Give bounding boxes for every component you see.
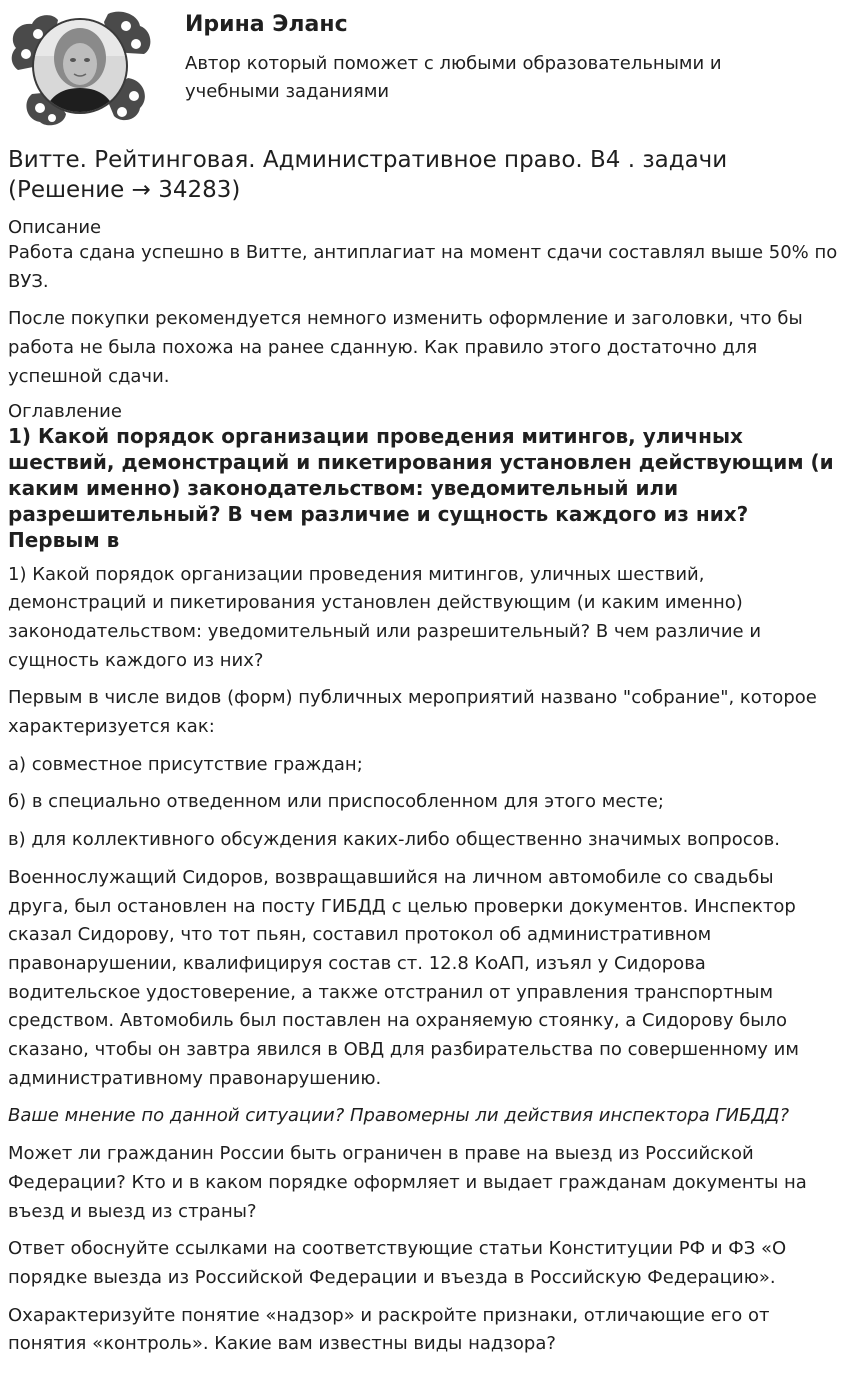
document-content [8,145,839,1368]
author-header [0,0,847,140]
author-name: Ирина Эланс [185,12,348,37]
body-paragraph: б) в специально отведенном или приспособленном для этого месте; [8,791,664,813]
body-paragraph: Охарактеризуйте понятие «надзор» и раскройте признаки, отличающие его от понятия «контроль». Какие вам известны виды надзора? [8,1304,770,1355]
body-paragraph: Может ли гражданин России быть ограничен в праве на выезд из Российской Федерации? Кто и в каком порядке оформляет и выдает гражданам документы на въезд и выезд из страны? [8,1143,807,1222]
body-paragraph: в) для коллективного обсуждения каких-либо общественно значимых вопросов. [8,829,780,851]
toc-label: Оглавление [8,400,122,422]
description-label: Описание [8,217,102,238]
avatar-image [8,8,152,126]
author-avatar [8,8,152,126]
toc-heading: 1) Какой порядок организации проведения митингов, уличных шествий, демонстраций и пикетирования установлен действующим (и каким именно) законодательством: уведомительный или разрешительный? В чем различие и сущность каждого из них? Первым в [8,423,834,552]
body-paragraph: 1) Какой порядок организации проведения митингов, уличных шествий, демонстраций и пикетирования установлен действующим (и каким именно) законодательством: уведомительный или разрешительный? В чем различие и сущность каждого из них? [8,563,762,671]
body-paragraph: а) совместное присутствие граждан; [8,753,363,775]
body-paragraph: Ответ обоснуйте ссылками на соответствующие статьи Конституции РФ и ФЗ «О порядке выезда из Российской Федерации и въезда в Российскую Федерацию». [8,1238,787,1288]
author-description: Автор который поможет с любыми образовательными и учебными заданиями [185,53,722,102]
body-paragraph: Военнослужащий Сидоров, возвращавшийся на личном автомобиле со свадьбы друга, был остановлен на посту ГИБДД с целью проверки документов. Инспектор сказал Сидорову, что тот пьян, составил протокол об административном правонарушении, квалифицируя состав ст. 12.8 КоАП, изъял у Сидорова водительское удостоверение, а также отстранил от управления транспортным средством. Автомобиль был поставлен на охраняемую стоянку, а Сидорову было сказано, чтобы он завтра явился в ОВД для разбирательства по совершенному им административному правонарушению. [8,866,799,1089]
body-paragraph-italic: Ваше мнение по данной ситуации? Правомерны ли действия инспектора ГИБДД? [8,1105,790,1127]
document-title: Витте. Рейтинговая. Административное право. В4 . задачи (Решение → 34283) [8,147,728,203]
description-paragraph: После покупки рекомендуется немного изменить оформление и заголовки, что бы работа не была похожа на ранее сданную. Как правило этого достаточно для успешной сдачи. [8,308,803,387]
description-paragraph: Работа сдана успешно в Витте, антиплагиат на момент сдачи составлял выше 50% по ВУЗ. [8,242,838,292]
body-paragraph: Первым в числе видов (форм) публичных мероприятий названо "собрание", которое характеризуется как: [8,687,817,738]
